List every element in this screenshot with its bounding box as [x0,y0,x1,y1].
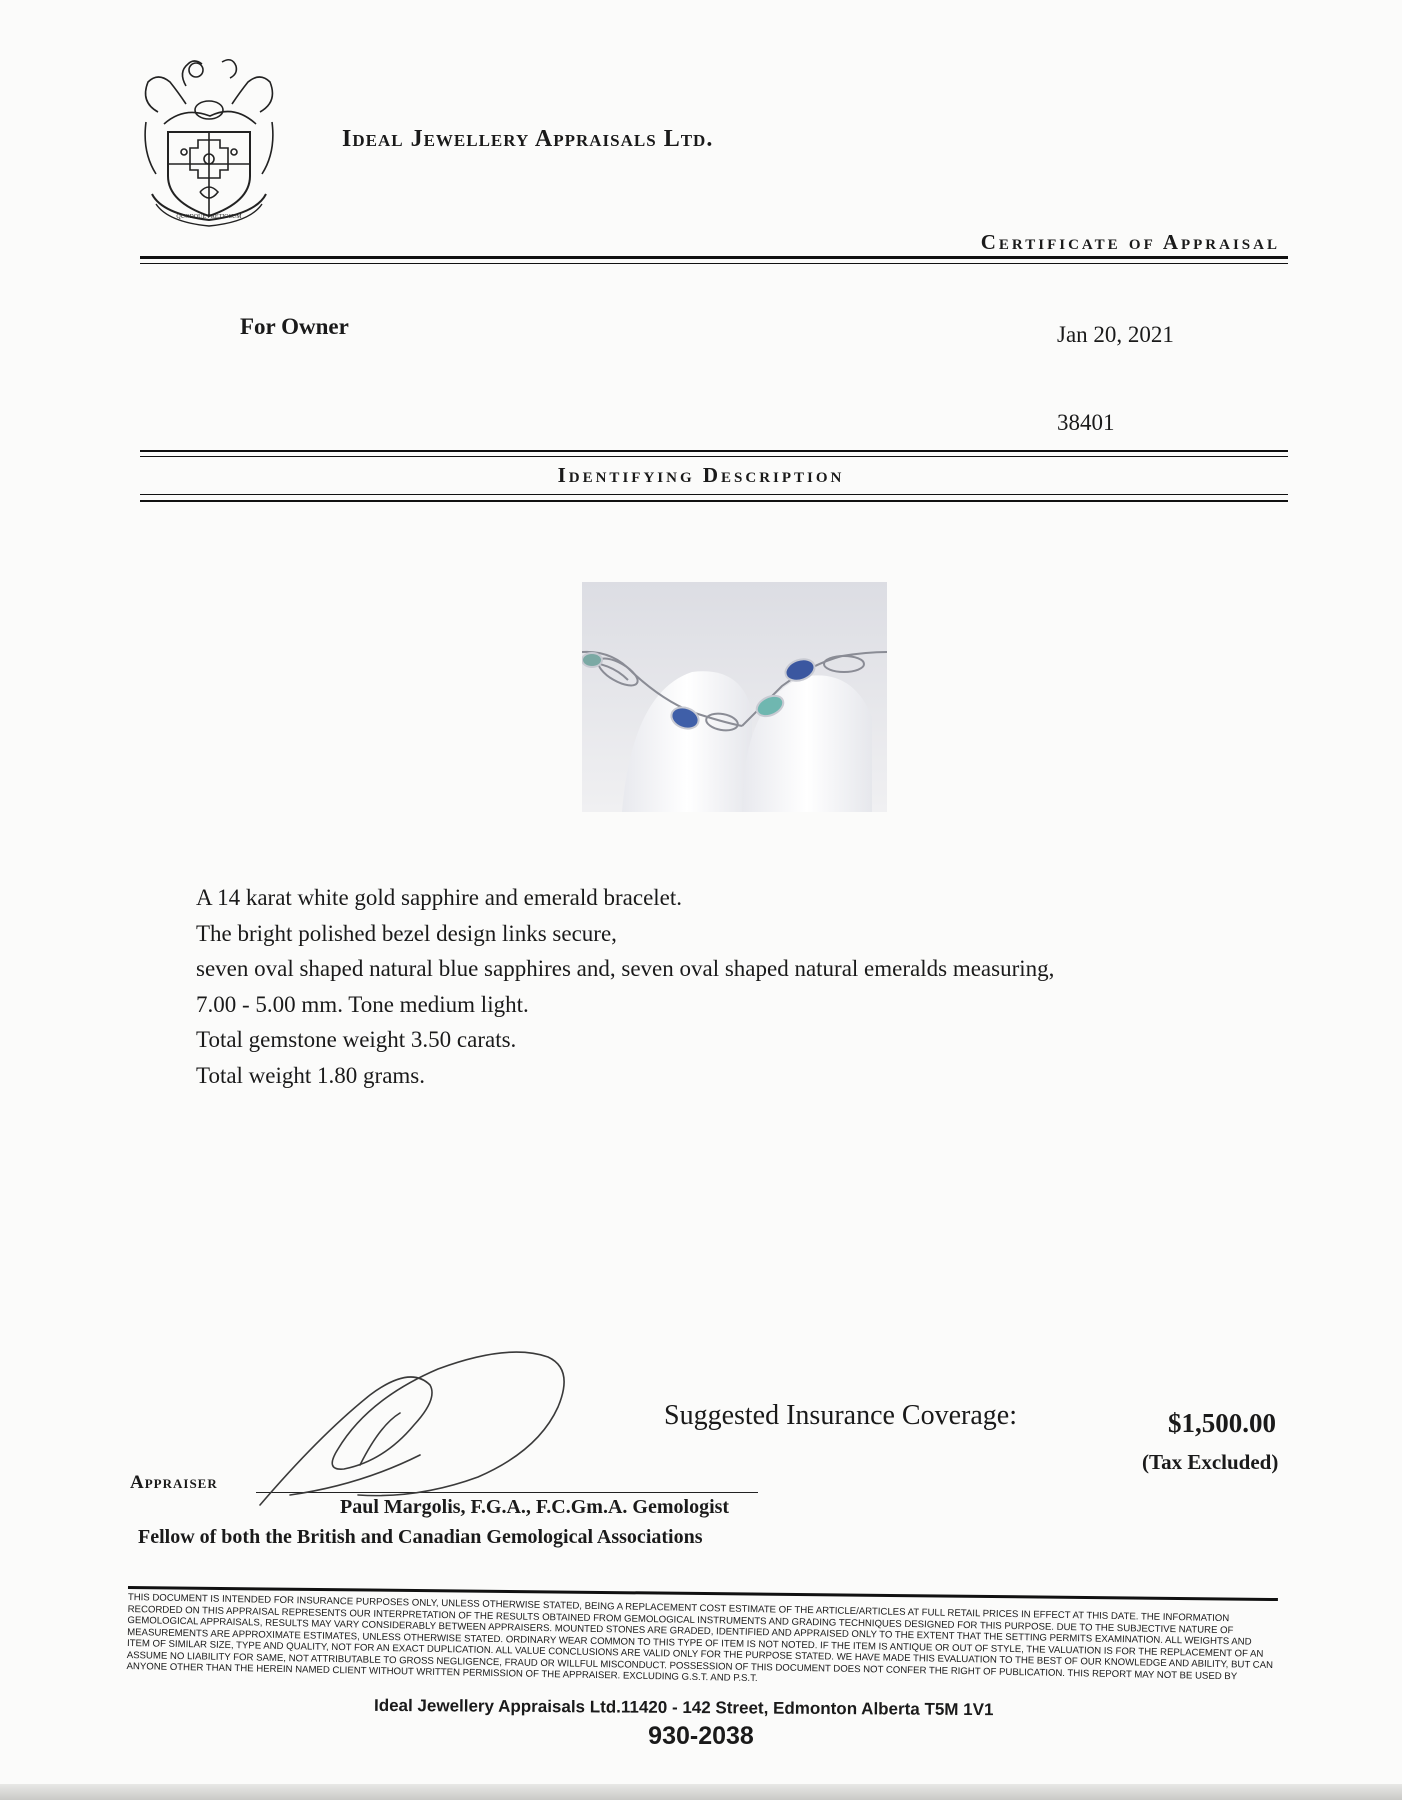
emerald-stone [582,653,602,667]
description-line: A 14 karat white gold sapphire and emerald bracelet. [196,885,683,910]
description-line: seven oval shaped natural blue sapphires and, seven oval shaped natural emeralds measuring, [196,956,1055,981]
certificate-title: Certificate of Appraisal [980,230,1280,254]
section-title: Identifying Description [557,463,845,487]
company-name: Ideal Jewellery Appraisals Ltd. [342,126,714,152]
appraiser-signature [250,1345,610,1525]
section-rule-top-thin [140,456,1288,457]
appraisal-date: Jan 20, 2021 [1057,322,1174,347]
header-rule-bottom [140,263,1288,264]
description-line: The bright polished bezel design links secure, [196,920,617,946]
appraiser-fellowship: Fellow of both the British and Canadian Gemological Associations [138,1526,703,1548]
footer-phone: 930-2038 [648,1722,754,1750]
section-rule-bottom-thick [140,500,1288,502]
description-line: 7.00 - 5.00 mm. Tone medium light. [196,991,529,1017]
appraiser-name: Paul Margolis, F.G.A., F.C.Gm.A. Gemologist [340,1496,730,1518]
item-description [196,880,1054,1093]
bracelet-photo [582,582,887,812]
section-rule-top [140,450,1288,452]
crest-logo [138,52,280,228]
appraisal-number: 38401 [1057,410,1115,435]
description-line: Total weight 1.80 grams. [196,1062,425,1088]
insurance-amount: $1,500.00 [1168,1408,1276,1438]
footer-address: Ideal Jewellery Appraisals Ltd.11420 - 142 Street, Edmonton Alberta T5M 1V1 [373,1695,994,1720]
owner-label: For Owner [240,314,349,339]
appraiser-label: Appraiser [130,1472,218,1493]
section-rule-bottom [140,494,1288,495]
tax-note: (Tax Excluded) [1142,1450,1279,1474]
insurance-label: Suggested Insurance Coverage: [664,1400,1017,1431]
header-rule-top [140,256,1288,259]
page-edge [0,1784,1402,1800]
description-line: Total gemstone weight 3.50 carats. [196,1027,517,1052]
legal-disclaimer: THIS DOCUMENT IS INTENDED FOR INSURANCE PURPOSES ONLY, UNLESS OTHERWISE STATED, BEING A REPLACEMENT COST ESTIMATE OF THE ARTICLE/ARTICLES AT FULL RETAIL PRICES IN EFFECT AT THIS DATE. THE INFORMATION RECORDED ON THIS APPRAISAL REPRESENTS OUR INTERPRETATION OF THE RESULTS OBTAINED FROM GEMOLOGICAL INSTRUMENTS AND GRADING TECHNIQUES DESIGNED FOR THIS PURPOSE. DUE TO THE SUBJECTIVE NATURE OF GEMOLOGICAL APPRAISALS, RESULTS MAY VARY CONSIDERABLY BETWEEN APPRAISERS. MOUNTED STONES ARE GRADED, IDENTIFIED AND APPRAISED ONLY TO THE EXTENT THAT THE SETTING PERMITS EXAMINATION. ALL WEIGHTS AND MEASUREMENTS ARE APPROXIMATE ESTIMATES, UNLESS OTHERWISE STATED. ORDINARY WEAR COMMON TO THIS TYPE OF ITEM IS NOT NOTED. IF THE ITEM IS ANTIQUE OR OUT OF STYLE, THE VALUATION IS FOR THE REPLACEMENT OF AN ITEM OF SIMILAR SIZE, TYPE AND QUALITY, NOT FOR AN EXACT DUPLICATION. ALL VALUE CONCLUSIONS ARE VALID ONLY FOR THE PURPOSE STATED. WE HAVE MADE THIS EVALUATION TO THE BEST OF OUR KNOWLEDGE AND ABILITY, BUT CAN ASSUME NO LIABILITY FOR SAME, NOT ATTRIBUTABLE TO GROSS NEGLIGENCE, FRAUD OR WILLFUL MISCONDUCT. POSSESSION OF THIS DOCUMENT DOES NOT CONFER THE RIGHT OF PUBLICATION. THIS REPORT MAY NOT BE USED BY ANYONE OTHER THAN THE HEREIN NAMED CLIENT WITHOUT WRITTEN PERMISSION OF THE APPRAISER. EXCLUDING G.S.T. AND P.S.T. [126,1592,1274,1685]
crest-motto: QUODQUE PRETIOSUM [176,214,242,220]
